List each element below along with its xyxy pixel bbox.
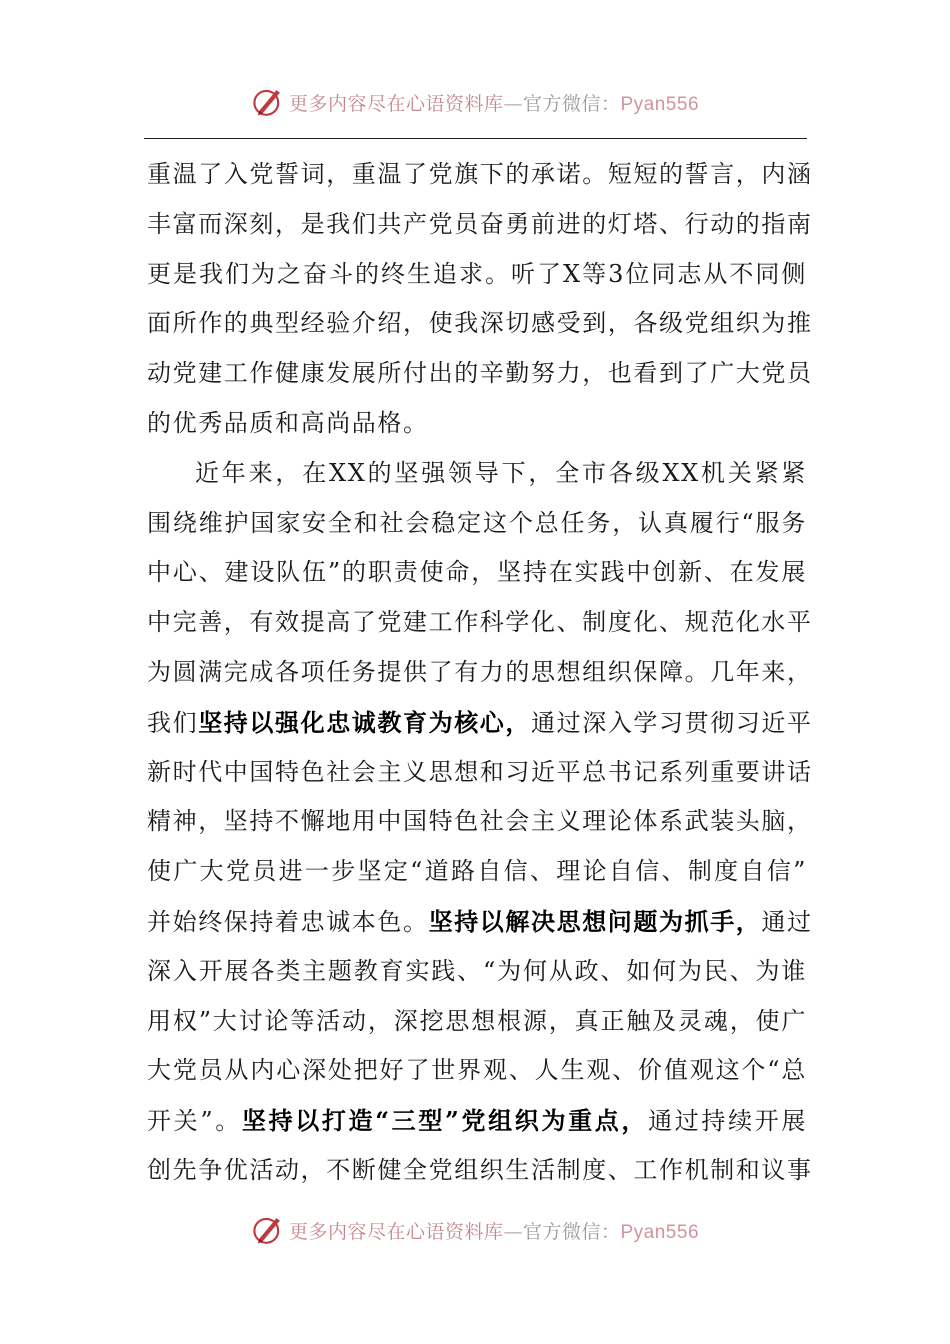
text-line [147,150,813,200]
text-span: 使广大党员进一步坚定“道路自信、理论自信、制度自信” [147,857,807,886]
text-line [147,1096,807,1146]
text-line [147,947,807,997]
text-span: 通过 [761,907,813,936]
bold-text: 坚持以强化忠诚教育为核心， [198,707,532,737]
text-line [147,698,813,748]
text-line [147,299,813,349]
text-span: 我们 [147,708,199,737]
text-line [147,748,813,798]
text-span: 中完善，有效提高了党建工作科学化、制度化、规范化水平 [147,608,813,637]
banner-text: 更多内容尽在心语资料库—官方微信：Pyan556 [288,1220,700,1243]
text-span: 重温了入党誓词，重温了党旗下的承诺。短短的誓言，内涵 [147,160,813,188]
text-line [147,897,813,947]
text-span: 新时代中国特色社会主义思想和习近平总书记系列重要讲话 [147,757,813,786]
text-span: 近年来，在XX的坚强领导下，全市各级XX机关紧紧 [195,458,807,487]
text-line [147,1146,813,1196]
text-line [147,449,807,499]
text-line [147,1046,807,1096]
text-line [147,399,807,449]
bold-text: 坚持以解决思想问题为抓手， [428,906,762,936]
pen-logo-icon [251,1213,285,1247]
text-span: 中心、建设队伍”的职责使命，坚持在实践中创新、在发展 [147,558,807,587]
text-line [147,250,807,300]
banner-text: 更多内容尽在心语资料库—官方微信：Pyan556 [288,92,700,115]
text-line [147,797,813,847]
footer-banner [0,1208,950,1252]
text-line [147,200,813,250]
text-span: 开关”。 [147,1107,242,1136]
text-span: 丰富而深刻，是我们共产党员奋勇前进的灯塔、行动的指南 [147,209,813,238]
text-line [147,499,807,549]
text-span: 通过深入学习贯彻习近平 [531,708,813,737]
text-line [147,548,807,598]
text-span: 深入开展各类主题教育实践、“为何从政、如何为民、为谁 [147,956,807,985]
document-body [147,150,813,1196]
text-span: 为圆满完成各项任务提供了有力的思想组织保障。几年来， [147,657,813,686]
text-span: 精神，坚持不懈地用中国特色社会主义理论体系武装头脑， [147,807,813,836]
text-line [147,349,813,399]
text-span: 大党员从内心深处把好了世界观、人生观、价值观这个“总 [147,1056,807,1085]
text-span: 围绕维护国家安全和社会稳定这个总任务，认真履行“服务 [147,508,807,537]
text-span: 更是我们为之奋斗的终生追求。听了X等3位同志从不同侧 [147,259,807,288]
text-span: 面所作的典型经验介绍，使我深切感受到，各级党组织为推 [147,309,813,338]
pen-logo-icon [251,85,285,119]
text-span: 用权”大讨论等活动，深挖思想根源，真正触及灵魂，使广 [147,1006,807,1035]
text-span: 并始终保持着忠诚本色。 [147,907,429,936]
text-line [147,997,807,1047]
text-span: 的优秀品质和高尚品格。 [147,408,429,437]
text-span: 通过持续开展 [648,1107,807,1136]
text-line [147,648,813,698]
header-banner [0,80,950,124]
header-rule [144,138,807,139]
text-span: 动党建工作健康发展所付出的辛勤努力，也看到了广大党员 [147,359,813,388]
text-span: 创先争优活动，不断健全党组织生活制度、工作机制和议事 [147,1155,813,1184]
text-line [147,847,807,897]
text-line [147,598,813,648]
bold-text: 坚持以打造“三型”党组织为重点， [241,1106,649,1136]
